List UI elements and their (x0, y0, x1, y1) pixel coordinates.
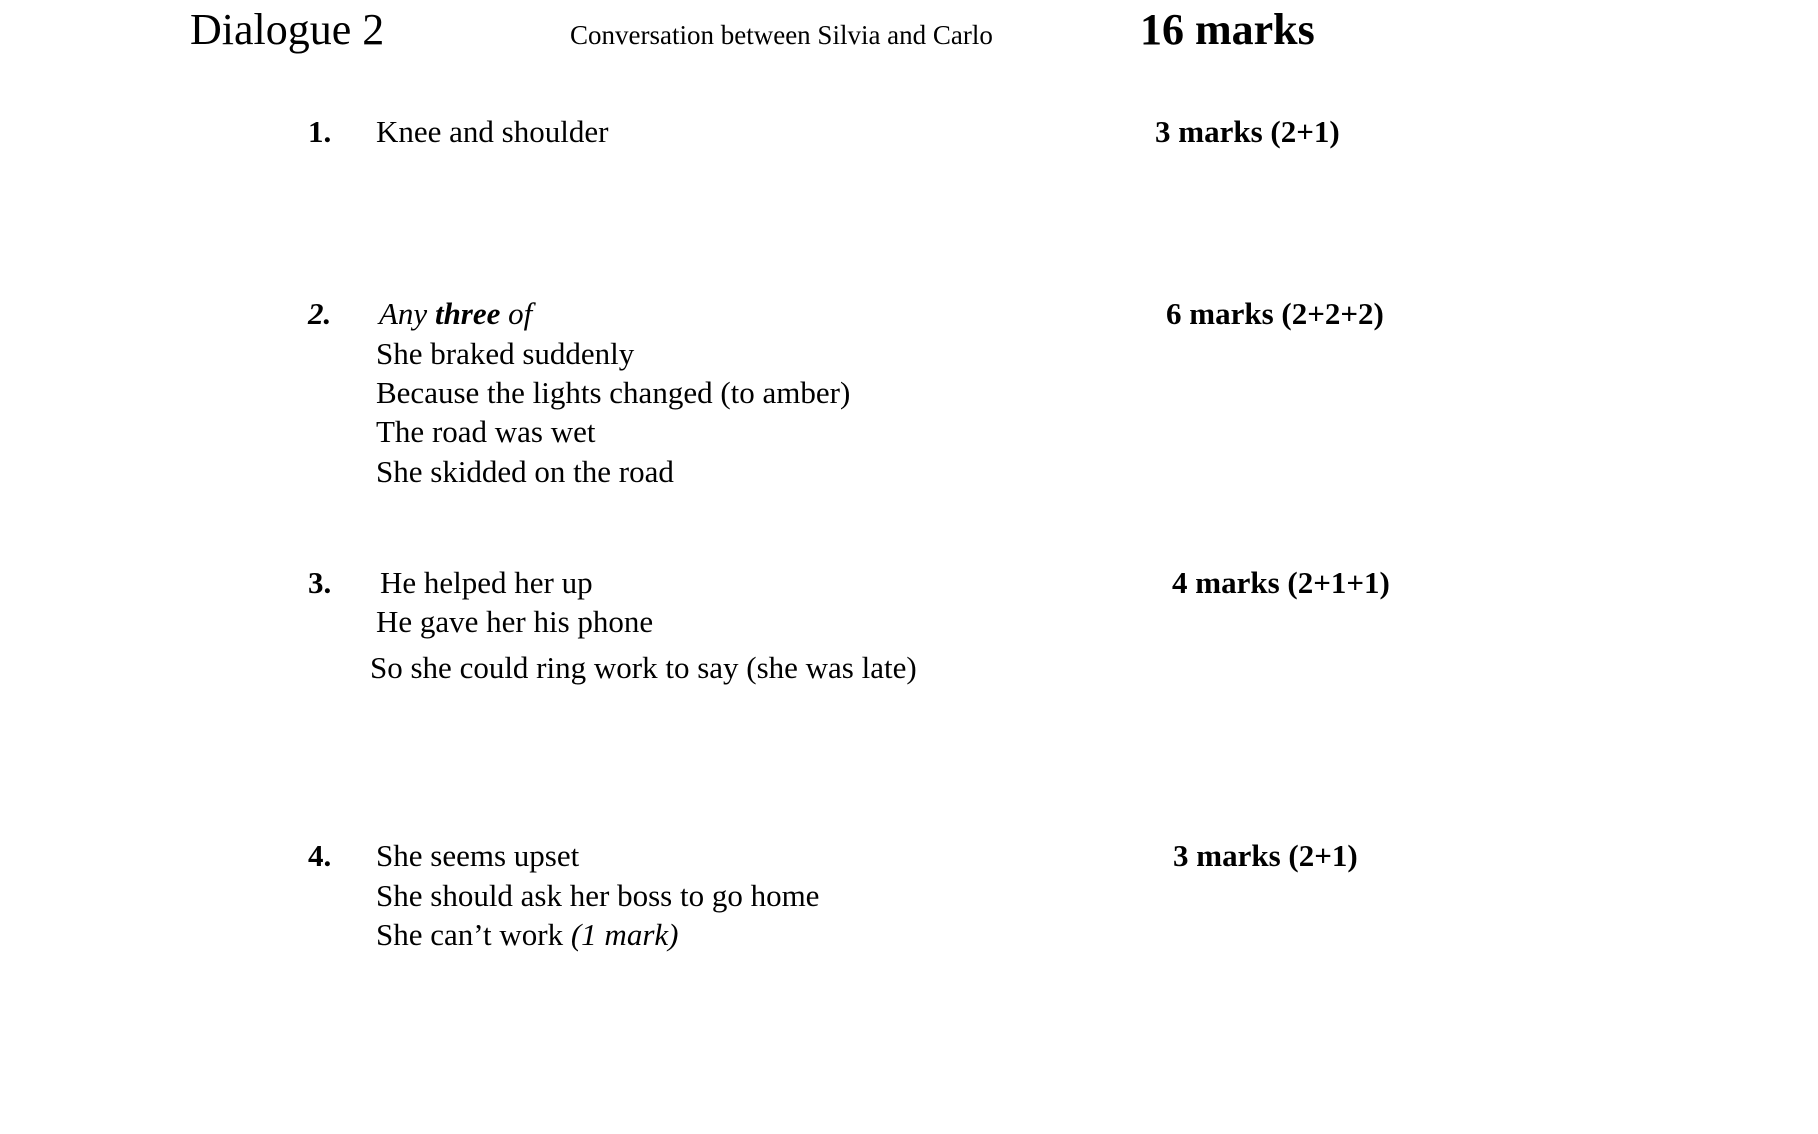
answer-line: She braked suddenly (376, 336, 635, 371)
answer-line: So she could ring work to say (she was late) (370, 650, 917, 685)
answer-line: Because the lights changed (to amber) (376, 375, 851, 410)
question-marks: 6 marks (2+2+2) (1166, 296, 1384, 331)
answer-line: Knee and shoulder (376, 114, 609, 149)
question-number: 2. (308, 296, 332, 331)
mark-note: (1 mark) (570, 917, 679, 952)
question-number: 3. (308, 565, 332, 600)
answer-line: She skidded on the road (376, 454, 674, 489)
question-marks: 3 marks (2+1) (1173, 838, 1358, 873)
instruction-text: of (500, 296, 533, 331)
question-number: 1. (308, 114, 332, 149)
question-marks: 3 marks (2+1) (1155, 114, 1340, 149)
answer-line: He helped her up (380, 565, 593, 600)
question-number: 4. (308, 838, 332, 873)
answer-line: She should ask her boss to go home (376, 878, 820, 913)
total-marks: 16 marks (1140, 5, 1315, 54)
answer-line: He gave her his phone (376, 604, 654, 639)
answer-instruction (379, 298, 532, 329)
answer-line: She seems upset (376, 838, 580, 873)
dialogue-subtitle: Conversation between Silvia and Carlo (570, 20, 993, 50)
answer-line: The road was wet (376, 414, 596, 449)
instruction-emphasis: three (434, 296, 501, 331)
dialogue-title: Dialogue 2 (190, 5, 385, 54)
instruction-text: Any (379, 296, 435, 331)
answer-line-with-note (376, 919, 678, 950)
answer-text: She can’t work (376, 917, 571, 952)
question-marks: 4 marks (2+1+1) (1172, 565, 1390, 600)
